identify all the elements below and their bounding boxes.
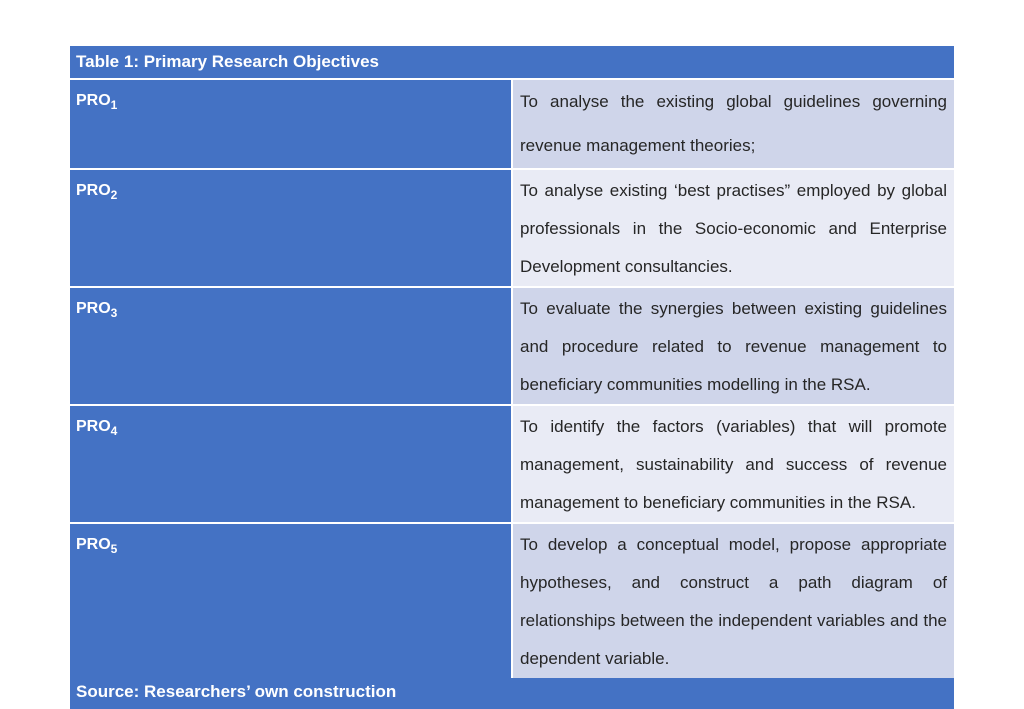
objectives-table-container bbox=[70, 46, 954, 709]
objective-code-label: PRO bbox=[76, 418, 111, 435]
objective-code-subscript: 1 bbox=[110, 98, 118, 112]
table-title: Table 1: Primary Research Objectives bbox=[70, 46, 954, 79]
objective-code-label: PRO bbox=[76, 536, 111, 553]
table-row bbox=[70, 405, 954, 523]
objective-code bbox=[70, 169, 512, 287]
objective-code bbox=[70, 405, 512, 523]
objective-description: To analyse the existing global guidelines governing revenue management theories; bbox=[512, 79, 954, 169]
table-row bbox=[70, 79, 954, 169]
objective-code-subscript: 5 bbox=[110, 542, 118, 556]
table-header-row bbox=[70, 46, 954, 79]
objective-description: To identify the factors (variables) that will promote management, sustainability and success of revenue management to beneficiary communities in the RSA. bbox=[512, 405, 954, 523]
objective-code bbox=[70, 523, 512, 678]
objectives-table bbox=[70, 46, 954, 709]
objective-code-subscript: 4 bbox=[110, 424, 118, 438]
table-row bbox=[70, 523, 954, 678]
objective-code-label: PRO bbox=[76, 300, 111, 317]
objective-code bbox=[70, 287, 512, 405]
objective-code-label: PRO bbox=[76, 92, 111, 109]
objective-code bbox=[70, 79, 512, 169]
objective-description: To evaluate the synergies between existing guidelines and procedure related to revenue management to beneficiary communities modelling in the RSA. bbox=[512, 287, 954, 405]
table-footer-row bbox=[70, 678, 954, 709]
objective-description: To develop a conceptual model, propose appropriate hypotheses, and construct a path diagram of relationships between the independent variables and the dependent variable. bbox=[512, 523, 954, 678]
objective-code-subscript: 3 bbox=[110, 306, 118, 320]
objective-description: To analyse existing ‘best practises” employed by global professionals in the Socio-economic and Enterprise Development consultancies. bbox=[512, 169, 954, 287]
objective-code-label: PRO bbox=[76, 182, 111, 199]
objective-code-subscript: 2 bbox=[110, 188, 118, 202]
table-source: Source: Researchers’ own construction bbox=[70, 678, 954, 709]
table-row bbox=[70, 287, 954, 405]
table-row bbox=[70, 169, 954, 287]
